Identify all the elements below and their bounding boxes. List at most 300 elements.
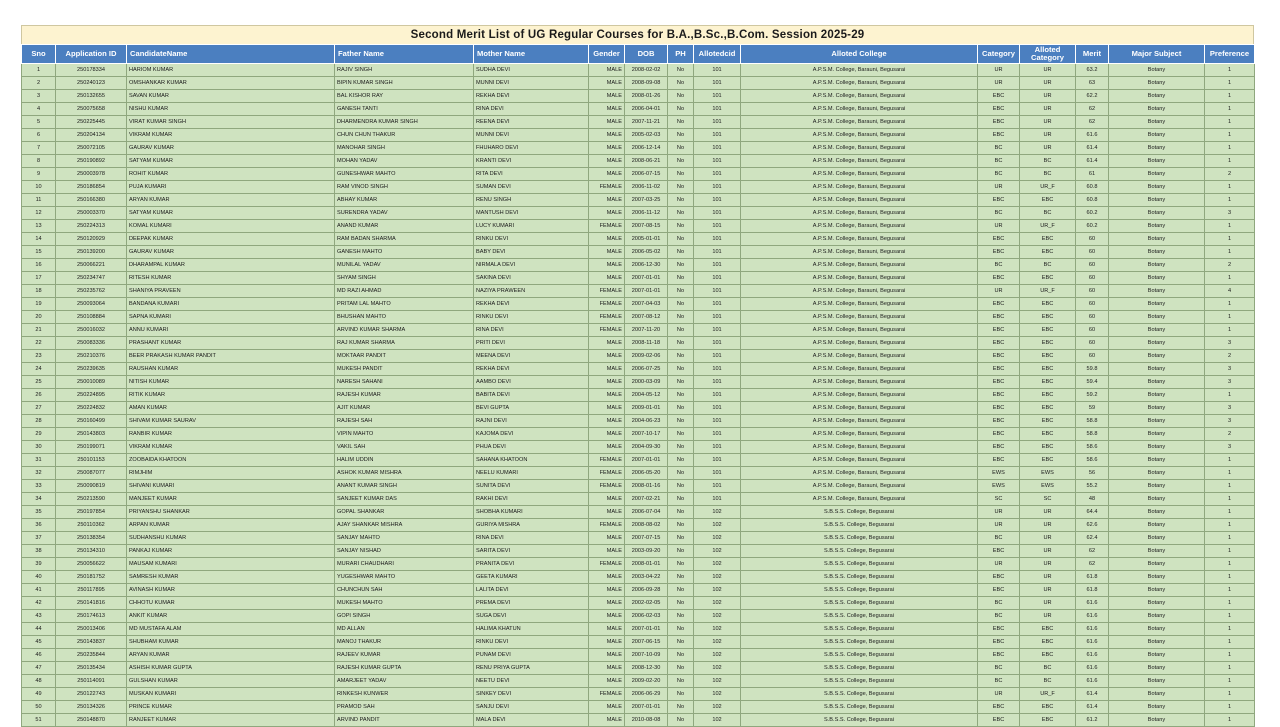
cell-preference: 1 [1205,558,1255,571]
table-row[interactable] [22,194,1255,207]
cell-gender: MALE [589,259,625,272]
cell-father-name: RAJ KUMAR SHARMA [335,337,474,350]
cell-allotedcid: 101 [694,376,741,389]
cell-allotedcid: 102 [694,506,741,519]
cell-ph: No [668,194,694,207]
cell-dob: 2008-01-16 [625,480,668,493]
cell-merit: 60 [1076,233,1109,246]
table-row[interactable] [22,701,1255,714]
cell-merit: 59.4 [1076,376,1109,389]
cell-ph: No [668,272,694,285]
table-row[interactable] [22,493,1255,506]
cell-candidate-name: SAVAN KUMAR [127,90,335,103]
cell-gender: MALE [589,194,625,207]
cell-candidate-name: SUDHANSHU KUMAR [127,532,335,545]
cell-gender: FEMALE [589,558,625,571]
cell-candidate-name: PRIYANSHU SHANKAR [127,506,335,519]
col-header-major-subject[interactable]: Major Subject [1109,45,1205,64]
cell-alloted-category: EBC [1020,233,1076,246]
cell-mother-name: MEENA DEVI [474,350,589,363]
sheet-title: Second Merit List of UG Regular Courses for B.A.,B.Sc.,B.Com. Session 2025-29 [21,25,1254,44]
cell-mother-name: BABITA DEVI [474,389,589,402]
cell-mother-name: REKHA DEVI [474,363,589,376]
table-row[interactable] [22,467,1255,480]
table-row[interactable] [22,116,1255,129]
cell-dob: 2007-03-25 [625,194,668,207]
cell-merit: 61.6 [1076,662,1109,675]
cell-gender: FEMALE [589,324,625,337]
cell-father-name: SHYAM SINGH [335,272,474,285]
cell-application-id: 250197854 [56,506,127,519]
cell-father-name: AMARJEET YADAV [335,675,474,688]
table-row[interactable] [22,259,1255,272]
cell-gender: MALE [589,428,625,441]
cell-merit: 60.2 [1076,220,1109,233]
col-header-dob[interactable]: DOB [625,45,668,64]
table-row[interactable] [22,272,1255,285]
table-row[interactable] [22,233,1255,246]
cell-candidate-name: SATYAM KUMAR [127,155,335,168]
cell-candidate-name: HARIOM KUMAR [127,64,335,77]
cell-preference: 1 [1205,246,1255,259]
cell-gender: MALE [589,90,625,103]
cell-major-subject: Botany [1109,298,1205,311]
cell-major-subject: Botany [1109,493,1205,506]
cell-application-id: 250239635 [56,363,127,376]
cell-ph: No [668,636,694,649]
table-row[interactable] [22,246,1255,259]
cell-allotedcid: 102 [694,636,741,649]
cell-application-id: 250235762 [56,285,127,298]
cell-category: EBC [978,298,1020,311]
cell-father-name: MANOJ THAKUR [335,636,474,649]
cell-application-id: 250056622 [56,558,127,571]
cell-application-id: 250003370 [56,207,127,220]
table-row[interactable] [22,220,1255,233]
table-row[interactable] [22,324,1255,337]
cell-alloted-college: S.B.S.S. College, Begusarai [741,701,978,714]
cell-ph: No [668,558,694,571]
table-row[interactable] [22,389,1255,402]
cell-ph: No [668,220,694,233]
table-row[interactable] [22,675,1255,688]
cell-merit: 61.6 [1076,675,1109,688]
cell-application-id: 250093064 [56,298,127,311]
table-row[interactable] [22,662,1255,675]
cell-application-id: 250016032 [56,324,127,337]
cell-mother-name: LALITA DEVI [474,584,589,597]
table-row[interactable] [22,285,1255,298]
cell-candidate-name: SAMRESH KUMAR [127,571,335,584]
cell-alloted-college: A.P.S.M. College, Barauni, Begusarai [741,129,978,142]
cell-dob: 2005-02-03 [625,129,668,142]
cell-candidate-name: SATYAM KUMAR [127,207,335,220]
cell-category: UR [978,220,1020,233]
cell-ph: No [668,493,694,506]
cell-ph: No [668,363,694,376]
cell-allotedcid: 101 [694,129,741,142]
cell-alloted-college: A.P.S.M. College, Barauni, Begusarai [741,155,978,168]
cell-allotedcid: 101 [694,441,741,454]
cell-preference: 3 [1205,363,1255,376]
cell-father-name: MUKESH PANDIT [335,363,474,376]
table-row[interactable] [22,402,1255,415]
cell-preference: 1 [1205,181,1255,194]
cell-mother-name: PUNAM DEVI [474,649,589,662]
cell-alloted-college: A.P.S.M. College, Barauni, Begusarai [741,298,978,311]
cell-alloted-college: A.P.S.M. College, Barauni, Begusarai [741,90,978,103]
cell-dob: 2002-02-05 [625,597,668,610]
cell-sno: 12 [22,207,56,220]
cell-merit: 60 [1076,246,1109,259]
table-row[interactable] [22,519,1255,532]
cell-preference: 1 [1205,623,1255,636]
cell-alloted-category: EBC [1020,194,1076,207]
cell-dob: 2009-01-01 [625,402,668,415]
cell-alloted-college: A.P.S.M. College, Barauni, Begusarai [741,415,978,428]
cell-ph: No [668,181,694,194]
cell-mother-name: MALA DEVI [474,714,589,727]
cell-mother-name: SUNITA DEVI [474,480,589,493]
table-row[interactable] [22,77,1255,90]
cell-allotedcid: 101 [694,298,741,311]
cell-application-id: 250013406 [56,623,127,636]
cell-sno: 20 [22,311,56,324]
col-header-application-id[interactable]: Application ID [56,45,127,64]
col-header-ph[interactable]: PH [668,45,694,64]
cell-ph: No [668,259,694,272]
cell-dob: 2008-12-30 [625,662,668,675]
cell-mother-name: MANTUSH DEVI [474,207,589,220]
cell-alloted-category: UR_F [1020,220,1076,233]
cell-candidate-name: AVINASH KUMAR [127,584,335,597]
cell-allotedcid: 102 [694,662,741,675]
cell-candidate-name: RANBIR KUMAR [127,428,335,441]
table-row[interactable] [22,532,1255,545]
cell-application-id: 250224895 [56,389,127,402]
cell-mother-name: RINA DEVI [474,103,589,116]
cell-merit: 62.6 [1076,519,1109,532]
table-row[interactable] [22,480,1255,493]
cell-preference: 1 [1205,194,1255,207]
table-row[interactable] [22,311,1255,324]
cell-sno: 26 [22,389,56,402]
cell-major-subject: Botany [1109,350,1205,363]
col-header-merit[interactable]: Merit [1076,45,1109,64]
table-row[interactable] [22,142,1255,155]
cell-preference: 1 [1205,701,1255,714]
table-row[interactable] [22,337,1255,350]
table-row[interactable] [22,714,1255,727]
cell-dob: 2003-09-20 [625,545,668,558]
table-row[interactable] [22,545,1255,558]
cell-alloted-category: EBC [1020,441,1076,454]
cell-dob: 2004-05-12 [625,389,668,402]
cell-candidate-name: PUJA KUMARI [127,181,335,194]
cell-preference: 1 [1205,714,1255,727]
cell-dob: 2006-06-29 [625,688,668,701]
cell-sno: 32 [22,467,56,480]
cell-category: EBC [978,402,1020,415]
cell-preference: 1 [1205,688,1255,701]
cell-application-id: 250240123 [56,77,127,90]
col-header-allotedcid[interactable]: Allotedcid [694,45,741,64]
cell-gender: MALE [589,116,625,129]
cell-candidate-name: CHHOTU KUMAR [127,597,335,610]
cell-preference: 1 [1205,506,1255,519]
table-row[interactable] [22,636,1255,649]
cell-candidate-name: ANNU KUMARI [127,324,335,337]
cell-father-name: RAJESH KUMAR [335,389,474,402]
table-row[interactable] [22,441,1255,454]
cell-dob: 2008-01-26 [625,90,668,103]
cell-alloted-college: S.B.S.S. College, Begusarai [741,519,978,532]
cell-category: EBC [978,714,1020,727]
col-header-preference[interactable]: Preference [1205,45,1255,64]
table-row[interactable] [22,688,1255,701]
col-header-alloted-college[interactable]: Alloted College [741,45,978,64]
cell-category: EBC [978,272,1020,285]
cell-alloted-category: UR [1020,571,1076,584]
cell-dob: 2007-07-15 [625,532,668,545]
cell-gender: MALE [589,532,625,545]
table-row[interactable] [22,129,1255,142]
cell-candidate-name: BANDANA KUMARI [127,298,335,311]
cell-category: EBC [978,103,1020,116]
cell-preference: 1 [1205,610,1255,623]
cell-major-subject: Botany [1109,675,1205,688]
cell-candidate-name: NITISH KUMAR [127,376,335,389]
cell-application-id: 250234747 [56,272,127,285]
cell-alloted-category: EBC [1020,376,1076,389]
cell-category: EBC [978,545,1020,558]
cell-application-id: 250148870 [56,714,127,727]
table-row[interactable] [22,168,1255,181]
cell-gender: MALE [589,77,625,90]
cell-application-id: 250199071 [56,441,127,454]
cell-preference: 1 [1205,142,1255,155]
cell-ph: No [668,649,694,662]
cell-father-name: RAM VINOD SINGH [335,181,474,194]
cell-allotedcid: 102 [694,649,741,662]
table-row[interactable] [22,64,1255,77]
cell-father-name: MANOHAR SINGH [335,142,474,155]
cell-father-name: GANESH TANTI [335,103,474,116]
cell-ph: No [668,350,694,363]
table-row[interactable] [22,597,1255,610]
table-row[interactable] [22,350,1255,363]
cell-father-name: MUKESH MAHTO [335,597,474,610]
col-header-candidate-name[interactable]: CandidateName [127,45,335,64]
cell-merit: 55.2 [1076,480,1109,493]
cell-dob: 2006-07-15 [625,168,668,181]
cell-application-id: 250072105 [56,142,127,155]
cell-sno: 23 [22,350,56,363]
table-row[interactable] [22,376,1255,389]
cell-alloted-category: UR [1020,532,1076,545]
cell-application-id: 250181752 [56,571,127,584]
cell-allotedcid: 101 [694,389,741,402]
table-row[interactable] [22,181,1255,194]
cell-gender: MALE [589,337,625,350]
cell-mother-name: MUNNI DEVI [474,77,589,90]
cell-alloted-category: BC [1020,207,1076,220]
cell-ph: No [668,714,694,727]
cell-allotedcid: 101 [694,77,741,90]
col-header-mother-name[interactable]: Mother Name [474,45,589,64]
cell-application-id: 250204134 [56,129,127,142]
cell-application-id: 250225445 [56,116,127,129]
cell-alloted-college: A.P.S.M. College, Barauni, Begusarai [741,168,978,181]
cell-father-name: PRAMOD SAH [335,701,474,714]
cell-alloted-category: EBC [1020,272,1076,285]
cell-sno: 27 [22,402,56,415]
cell-dob: 2008-09-08 [625,77,668,90]
col-header-gender[interactable]: Gender [589,45,625,64]
cell-dob: 2004-09-30 [625,441,668,454]
cell-mother-name: GEETA KUMARI [474,571,589,584]
cell-candidate-name: DHARAMPAL KUMAR [127,259,335,272]
table-row[interactable] [22,363,1255,376]
cell-gender: FEMALE [589,467,625,480]
cell-dob: 2006-11-12 [625,207,668,220]
cell-candidate-name: SHIVAM KUMAR SAURAV [127,415,335,428]
cell-dob: 2008-06-21 [625,155,668,168]
cell-preference: 1 [1205,493,1255,506]
cell-preference: 1 [1205,389,1255,402]
cell-category: EBC [978,337,1020,350]
cell-father-name: ARVIND KUMAR SHARMA [335,324,474,337]
cell-sno: 49 [22,688,56,701]
cell-category: UR [978,64,1020,77]
cell-merit: 61.6 [1076,597,1109,610]
cell-alloted-category: UR_F [1020,181,1076,194]
cell-allotedcid: 102 [694,584,741,597]
cell-application-id: 250003978 [56,168,127,181]
cell-candidate-name: ARYAN KUMAR [127,649,335,662]
cell-sno: 35 [22,506,56,519]
cell-major-subject: Botany [1109,610,1205,623]
cell-alloted-college: A.P.S.M. College, Barauni, Begusarai [741,363,978,376]
col-header-father-name[interactable]: Father Name [335,45,474,64]
cell-candidate-name: RAUSHAN KUMAR [127,363,335,376]
cell-allotedcid: 101 [694,363,741,376]
cell-preference: 1 [1205,103,1255,116]
table-body [22,64,1255,727]
table-row[interactable] [22,428,1255,441]
cell-mother-name: MUNNI DEVI [474,129,589,142]
cell-gender: MALE [589,350,625,363]
table-row[interactable] [22,571,1255,584]
cell-mother-name: SARITA DEVI [474,545,589,558]
cell-major-subject: Botany [1109,506,1205,519]
cell-gender: MALE [589,402,625,415]
cell-candidate-name: RITIK KUMAR [127,389,335,402]
cell-alloted-category: EBC [1020,636,1076,649]
cell-application-id: 250139200 [56,246,127,259]
table-row[interactable] [22,623,1255,636]
col-header-sno[interactable]: Sno [22,45,56,64]
table-row[interactable] [22,454,1255,467]
table-row[interactable] [22,558,1255,571]
table-row[interactable] [22,610,1255,623]
cell-father-name: BHUSHAN MAHTO [335,311,474,324]
cell-sno: 19 [22,298,56,311]
cell-major-subject: Botany [1109,714,1205,727]
table-row[interactable] [22,90,1255,103]
cell-ph: No [668,233,694,246]
cell-candidate-name: VIRAT KUMAR SINGH [127,116,335,129]
cell-application-id: 250101153 [56,454,127,467]
cell-category: UR [978,558,1020,571]
cell-application-id: 250143803 [56,428,127,441]
cell-father-name: CHUN CHUN THAKUR [335,129,474,142]
cell-alloted-college: S.B.S.S. College, Begusarai [741,532,978,545]
table-row[interactable] [22,207,1255,220]
cell-category: EBC [978,389,1020,402]
cell-ph: No [668,467,694,480]
cell-dob: 2006-11-02 [625,181,668,194]
cell-merit: 61.8 [1076,584,1109,597]
cell-alloted-category: UR [1020,558,1076,571]
cell-alloted-category: EBC [1020,454,1076,467]
cell-mother-name: RAJNI DEVI [474,415,589,428]
cell-category: EBC [978,363,1020,376]
table-row[interactable] [22,649,1255,662]
cell-alloted-college: A.P.S.M. College, Barauni, Begusarai [741,337,978,350]
cell-gender: MALE [589,389,625,402]
cell-father-name: PRITAM LAL MAHTO [335,298,474,311]
cell-allotedcid: 101 [694,142,741,155]
cell-merit: 62.2 [1076,90,1109,103]
table-row[interactable] [22,155,1255,168]
cell-alloted-category: EBC [1020,428,1076,441]
cell-alloted-college: A.P.S.M. College, Barauni, Begusarai [741,441,978,454]
cell-ph: No [668,441,694,454]
cell-application-id: 250213590 [56,493,127,506]
cell-preference: 3 [1205,376,1255,389]
cell-father-name: RAM BADAN SHARMA [335,233,474,246]
cell-preference: 3 [1205,402,1255,415]
cell-sno: 46 [22,649,56,662]
cell-category: BC [978,155,1020,168]
cell-candidate-name: PRASHANT KUMAR [127,337,335,350]
cell-dob: 2006-09-28 [625,584,668,597]
cell-ph: No [668,285,694,298]
col-header-alloted-category[interactable]: Alloted Category [1020,45,1076,64]
table-row[interactable] [22,415,1255,428]
cell-preference: 1 [1205,649,1255,662]
cell-sno: 3 [22,90,56,103]
cell-sno: 47 [22,662,56,675]
cell-father-name: MOKTAAR PANDIT [335,350,474,363]
table-row[interactable] [22,103,1255,116]
cell-alloted-category: UR [1020,116,1076,129]
cell-application-id: 250114091 [56,675,127,688]
col-header-category[interactable]: Category [978,45,1020,64]
cell-allotedcid: 101 [694,259,741,272]
cell-dob: 2007-01-01 [625,285,668,298]
table-row[interactable] [22,506,1255,519]
cell-category: BC [978,597,1020,610]
table-row[interactable] [22,298,1255,311]
cell-ph: No [668,311,694,324]
table-row[interactable] [22,584,1255,597]
cell-gender: MALE [589,493,625,506]
cell-ph: No [668,337,694,350]
cell-dob: 2007-06-15 [625,636,668,649]
cell-alloted-category: EWS [1020,467,1076,480]
